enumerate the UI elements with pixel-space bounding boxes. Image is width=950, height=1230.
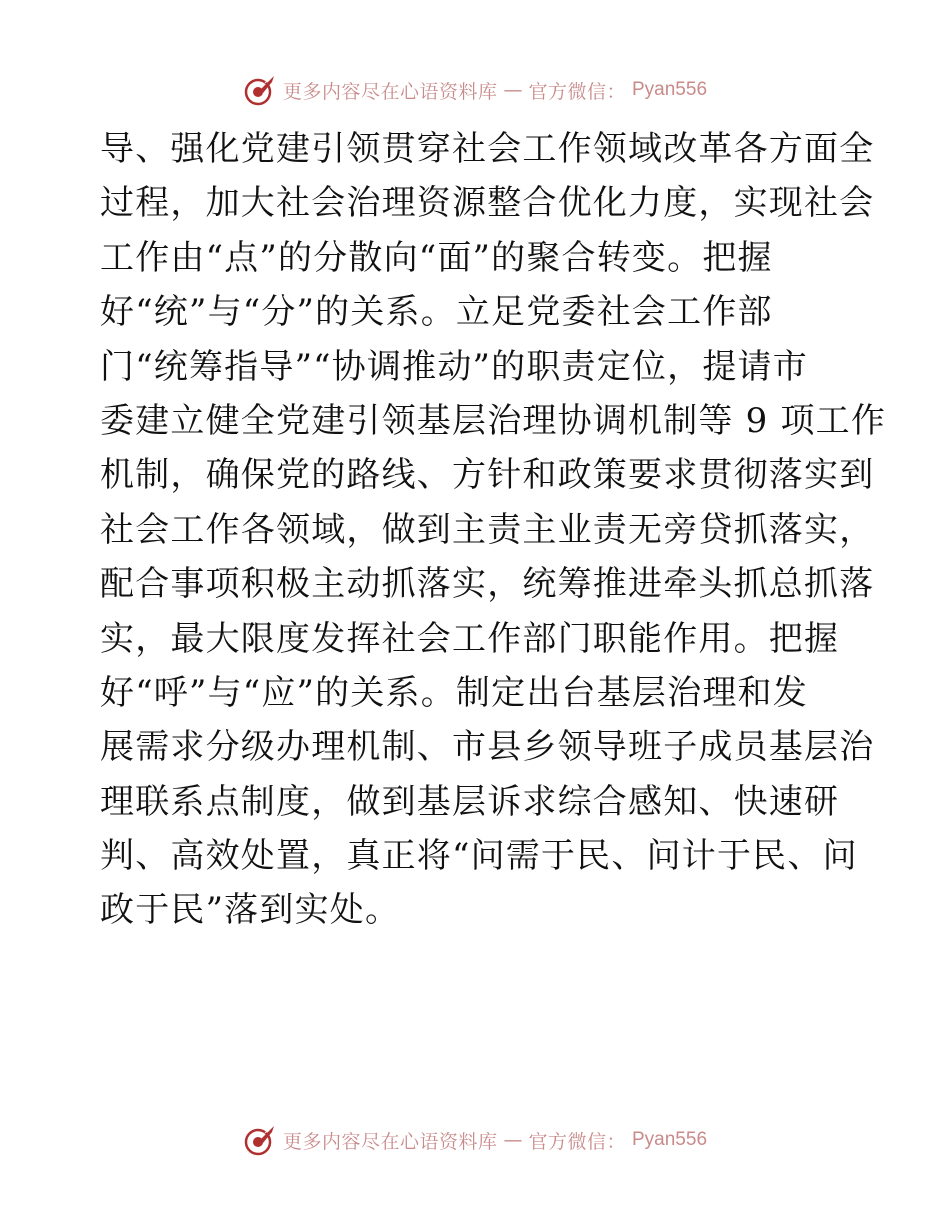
body-line: 过程，加大社会治理资源整合优化力度，实现社会 (100, 183, 875, 224)
body-line: 导、强化党建引领贯穿社会工作领域改革各方面全 (100, 129, 875, 169)
body-line: 实，最大限度发挥社会工作部门职能作用。把握 (100, 618, 840, 659)
quill-logo-icon (243, 1123, 277, 1157)
body-line: 工作由“点”的分散向“面”的聚合转变。把握 (100, 237, 773, 278)
body-line: 好“呼”与“应”的关系。制定出台基层治理和发 (100, 672, 808, 713)
body-line: 判、高效处置，真正将“问需于民、问计于民、问 (100, 836, 858, 877)
watermark-separator: — (503, 1129, 523, 1151)
watermark-separator: — (503, 79, 523, 101)
body-line: 机制，确保党的路线、方针和政策要求贯彻落实到 (100, 455, 875, 496)
body-line: 社会工作各领域，做到主责主业责无旁贷抓落实， (100, 509, 875, 550)
header-watermark (0, 70, 950, 110)
watermark-suffix: 官方微信： (528, 1130, 626, 1153)
footer-watermark (0, 1120, 950, 1160)
document-body (100, 122, 887, 938)
body-line: 政于民”落到实处。 (100, 890, 401, 931)
body-line: 门“统筹指导”“协调推动”的职责定位，提请市 (100, 346, 808, 387)
body-line: 展需求分级办理机制、市县乡领导班子成员基层治 (100, 727, 875, 768)
body-line: 委建立健全党建引领基层治理协调机制等 9 项工作 (100, 400, 887, 441)
watermark-suffix: 官方微信： (528, 80, 626, 103)
quill-logo-icon (243, 73, 277, 107)
body-line: 配合事项积极主动抓落实，统筹推进牵头抓总抓落 (100, 564, 875, 605)
body-line: 好“统”与“分”的关系。立足党委社会工作部 (100, 292, 773, 333)
watermark-account: Pyan556 (632, 1129, 708, 1150)
watermark-prefix: 更多内容尽在心语资料库 (282, 1130, 498, 1153)
body-line: 理联系点制度，做到基层诉求综合感知、快速研 (100, 781, 840, 822)
watermark-prefix: 更多内容尽在心语资料库 (282, 80, 498, 103)
watermark-account: Pyan556 (632, 79, 708, 100)
